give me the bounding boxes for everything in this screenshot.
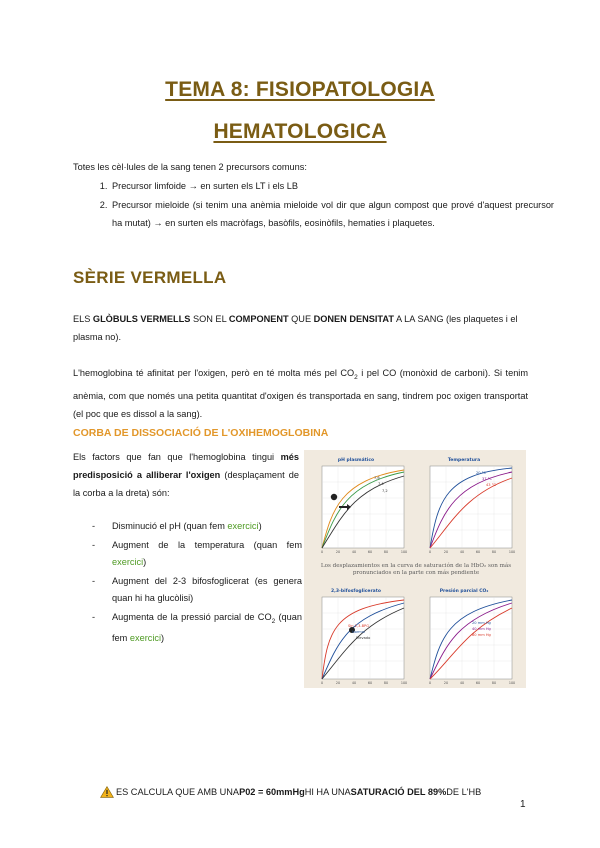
list-item: - Augment del 2-3 bifosfoglicerat (es genera quan hi ha glucòlisi) — [92, 573, 302, 608]
svg-text:80: 80 — [491, 550, 497, 554]
svg-text:7,6: 7,6 — [374, 476, 380, 480]
globuls-paragraph: ELS GLÒBULS VERMELLS SON EL COMPONENT QUE DONEN DENSITAT A LA SANG (les plaquetes i el plasma no). — [73, 314, 518, 342]
svg-text:40: 40 — [351, 550, 357, 554]
panel-temp — [430, 466, 512, 548]
figure-caption: Los desplazamientos en la curva de saturación de la HbO₂ son más pronunciados en la parte con más pendiente — [320, 563, 512, 576]
svg-text:0: 0 — [320, 681, 324, 685]
svg-text:100: 100 — [400, 550, 408, 554]
factors-intro: Els factors que fan que l'hemoglobina tingui més predisposició a alliberar l'oxigen (desplaçament de la corba a la dreta) són: — [73, 452, 299, 498]
svg-text:80: 80 — [383, 681, 389, 685]
svg-text:7,4: 7,4 — [378, 482, 384, 486]
warning-note: ES CALCULA QUE AMB UNA P02 = 60mmHg HI HA UNA SATURACIÓ DEL 89% DE L'HB — [100, 786, 481, 798]
panel-title-ph: pH plasmático — [337, 458, 375, 463]
svg-text:100: 100 — [508, 550, 516, 554]
svg-text:40 mm Hg: 40 mm Hg — [472, 627, 491, 631]
intro-text: Totes les cèl·lules de la sang tenen 2 precursors comuns: — [73, 162, 307, 172]
svg-text:43 °C: 43 °C — [486, 483, 497, 487]
svg-text:0: 0 — [320, 550, 324, 554]
svg-text:100: 100 — [508, 681, 516, 685]
svg-text:37 °C: 37 °C — [482, 477, 493, 481]
page-title-line-1: TEMA 8: FISIOPATOLOGIA — [165, 78, 435, 101]
svg-text:20: 20 — [443, 681, 449, 685]
panel-title-co2: Presión parcial CO₂ — [439, 589, 489, 594]
svg-text:20: 20 — [443, 550, 449, 554]
svg-text:80 mm Hg: 80 mm Hg — [472, 633, 491, 637]
page-number: 1 — [520, 799, 526, 810]
svg-text:80: 80 — [491, 681, 497, 685]
panel-title-temp: Temperatura — [447, 458, 481, 463]
page-title-line-2: HEMATOLOGICA — [213, 120, 387, 143]
svg-text:20: 20 — [335, 681, 341, 685]
marker-1 — [331, 494, 337, 500]
panel-ph — [322, 466, 404, 548]
svg-text:Sin 2,3-BPG: Sin 2,3-BPG — [348, 624, 370, 628]
precursor-list — [86, 177, 554, 233]
svg-text:7,2: 7,2 — [382, 489, 388, 493]
svg-text:20 mm Hg: 20 mm Hg — [472, 621, 491, 625]
warning-icon — [100, 786, 114, 798]
list-item: 2. Precursor mieloide (si tenim una anèmia mieloide vol dir que algun compost que prové d'aquest precursor ha mutat) → en surten els macròfags, basòfils, eosinòfils, hematies i plaquetes. — [110, 196, 554, 233]
section-title: SÈRIE VERMELLA — [73, 268, 227, 287]
svg-text:20 °C: 20 °C — [476, 471, 487, 475]
list-item: - Augment de la temperatura (quan fem exercici) — [92, 537, 302, 572]
factors-list — [92, 518, 302, 648]
svg-text:40: 40 — [459, 681, 465, 685]
svg-text:40: 40 — [459, 550, 465, 554]
svg-text:0: 0 — [428, 681, 432, 685]
panel-title-bpg: 2,3-bifosfoglicerato — [331, 589, 381, 594]
svg-text:60: 60 — [367, 681, 373, 685]
svg-text:40: 40 — [351, 681, 357, 685]
subsection-title: CORBA DE DISSOCIACIÓ DE L'OXIHEMOGLOBINA — [73, 427, 329, 439]
svg-text:60: 60 — [475, 550, 481, 554]
svg-text:100: 100 — [400, 681, 408, 685]
svg-text:60: 60 — [367, 550, 373, 554]
svg-text:0: 0 — [428, 550, 432, 554]
svg-text:80: 80 — [383, 550, 389, 554]
list-item: - Disminució el pH (quan fem exercici) — [92, 518, 302, 536]
svg-text:60: 60 — [475, 681, 481, 685]
svg-text:Elevado: Elevado — [356, 636, 371, 640]
hemoglobina-paragraph: L'hemoglobina té afinitat per l'oxigen, però en té molta més pel $CO_2$ i pel CO (monòxid de carboni). Si tenim anèmia, com que només una petita quantitat d'oxigen és transportada en sang, tindrem poc oxigen transportat (el poc que es dissol a la sang). — [73, 368, 528, 419]
svg-text:Normal: Normal — [352, 630, 366, 634]
panel-co2 — [430, 597, 512, 679]
list-item: - Augmenta de la pressió parcial de $CO_2$ (quan fem exercici) — [92, 609, 302, 648]
list-item: 1. Precursor limfoide → en surten els LT i els LB — [110, 177, 554, 196]
svg-text:20: 20 — [335, 550, 341, 554]
